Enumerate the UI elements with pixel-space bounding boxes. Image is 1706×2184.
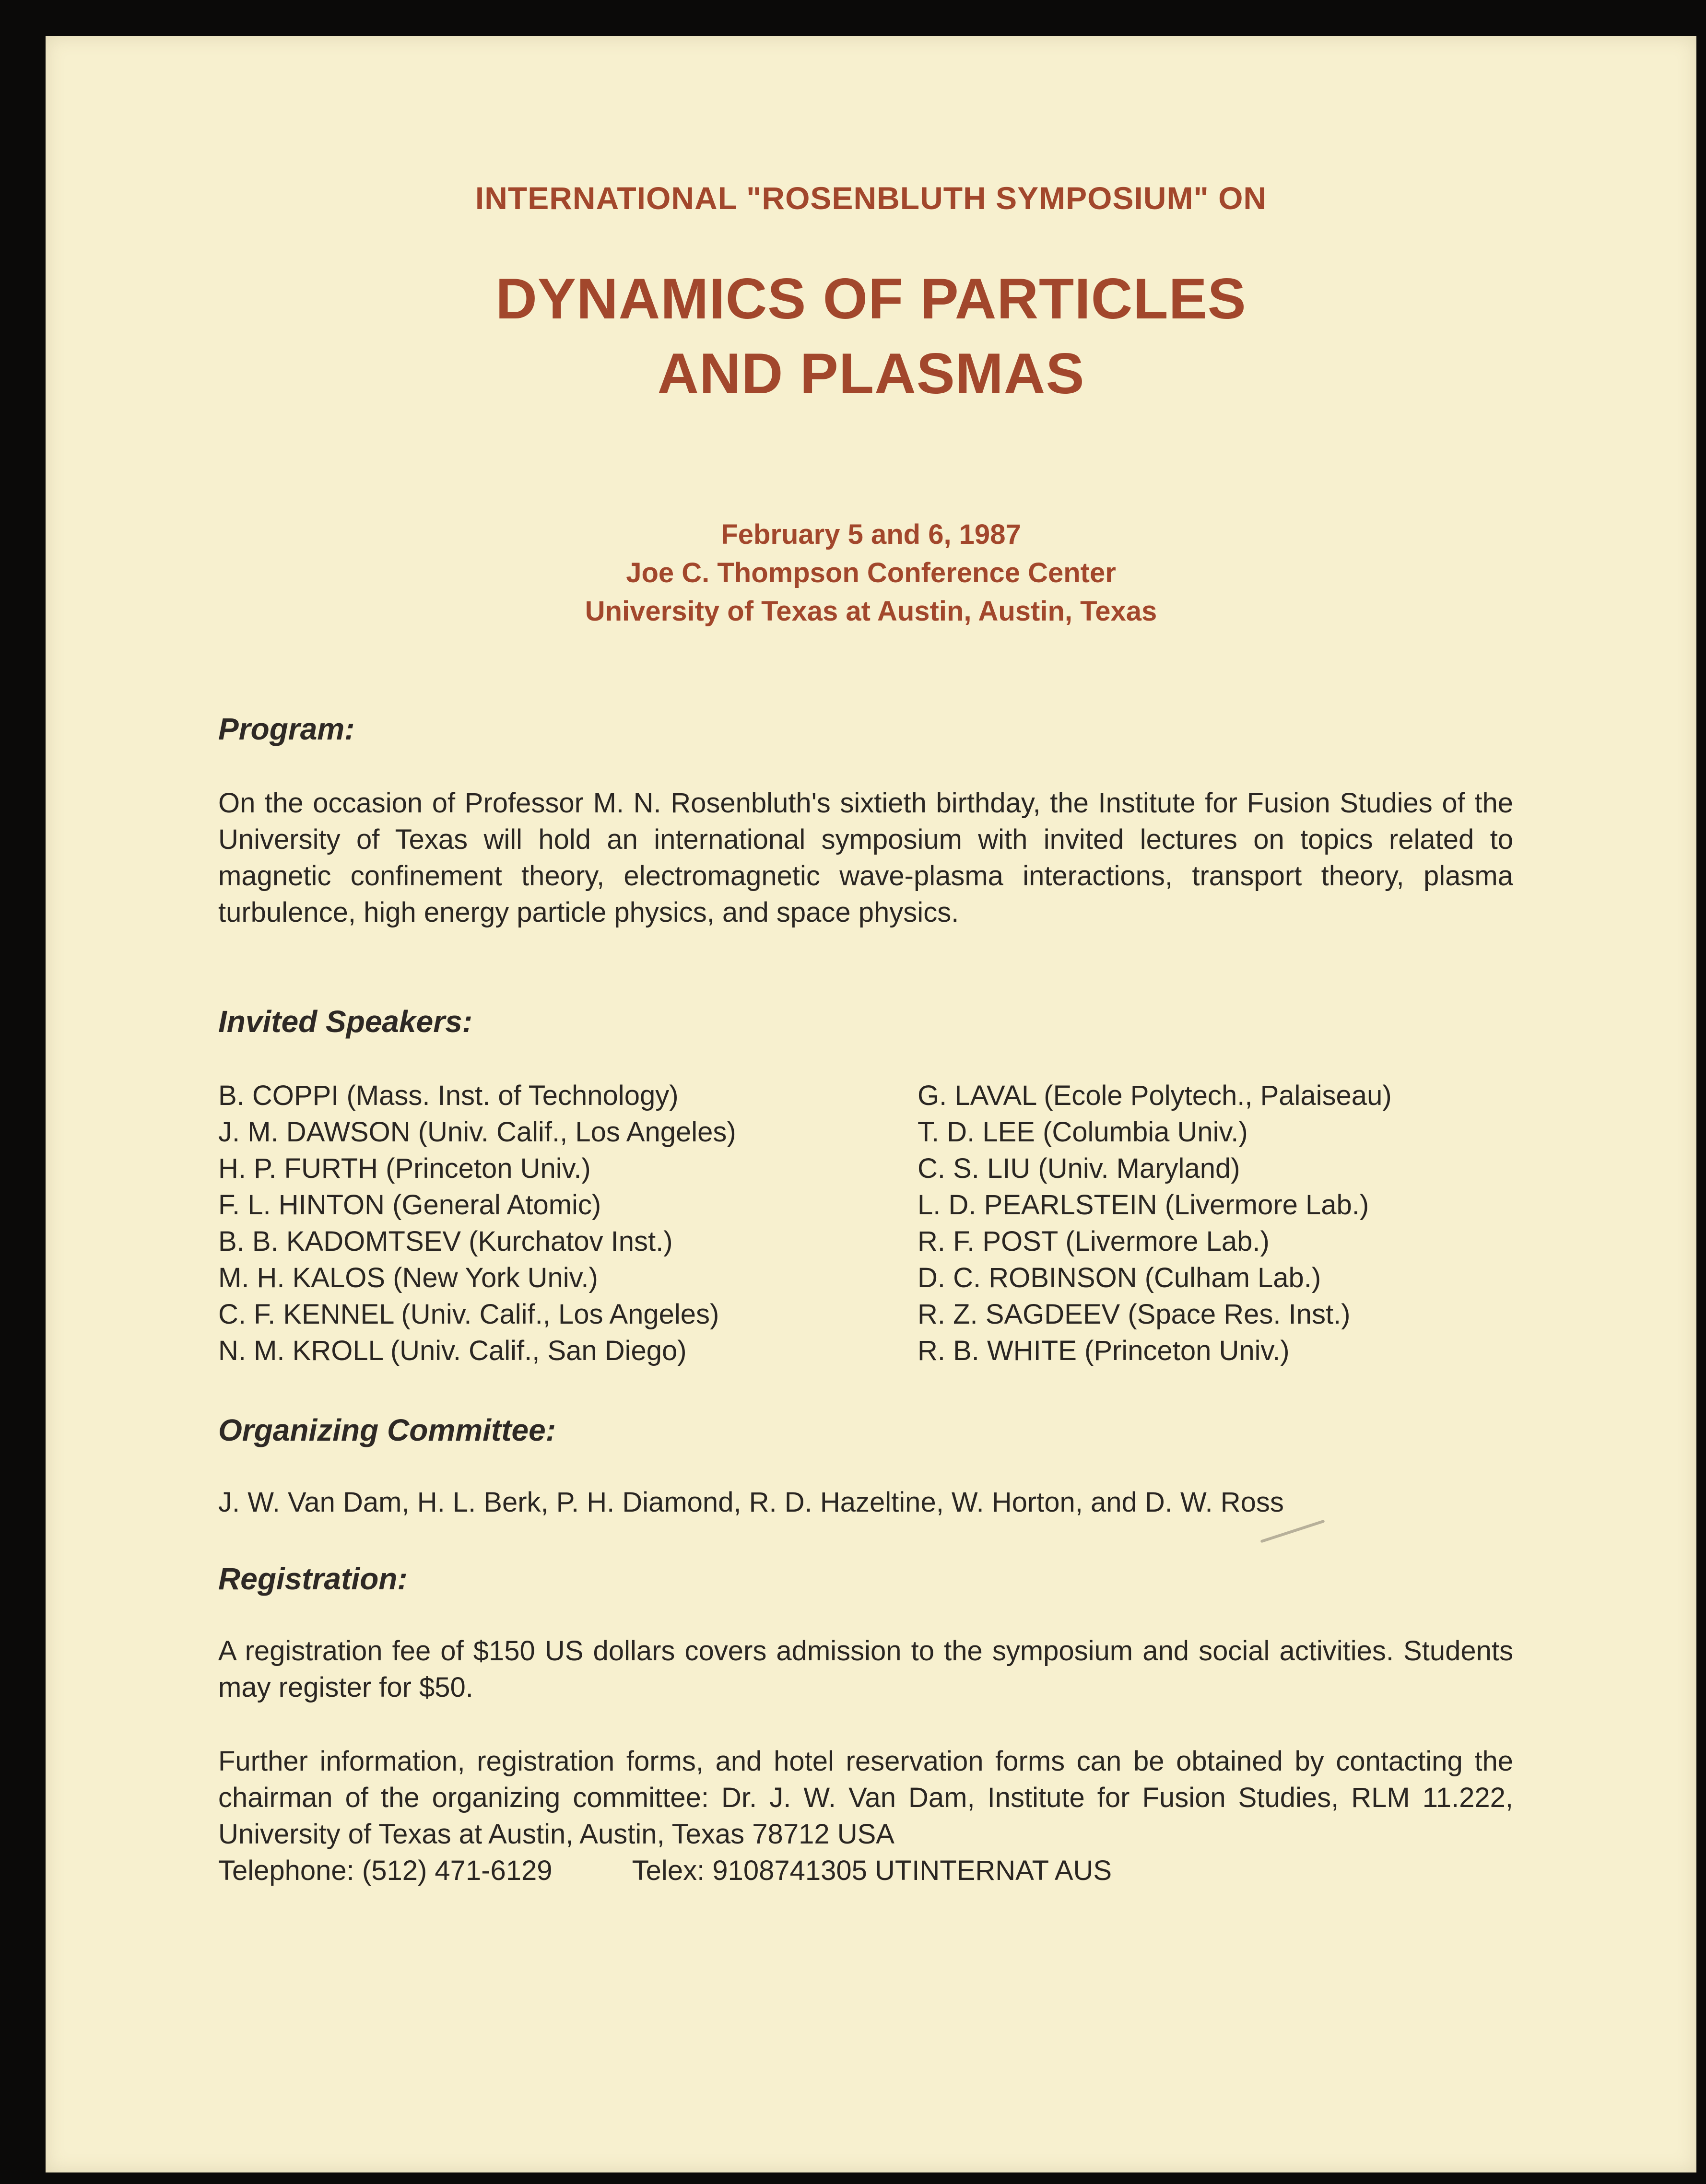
event-date: February 5 and 6, 1987 [721, 519, 1021, 550]
event-details [46, 516, 1696, 631]
document-page [46, 36, 1696, 2172]
committee-heading: Organizing Committee: [218, 1413, 556, 1447]
speaker-item: L. D. PEARLSTEIN (Livermore Lab.) [918, 1189, 1369, 1221]
speaker-item: T. D. LEE (Columbia Univ.) [918, 1116, 1248, 1148]
speaker-item: R. F. POST (Livermore Lab.) [918, 1226, 1270, 1257]
symposium-kicker: INTERNATIONAL "ROSENBLUTH SYMPOSIUM" ON [475, 180, 1267, 216]
telephone-number: Telephone: (512) 471-6129 [218, 1855, 553, 1886]
committee-text: J. W. Van Dam, H. L. Berk, P. H. Diamond, R. D. Hazeltine, W. Horton, and D. W. Ross [218, 1487, 1284, 1518]
program-heading: Program: [218, 712, 355, 746]
speaker-item: C. F. KENNEL (Univ. Calif., Los Angeles) [218, 1299, 719, 1330]
speaker-item: B. COPPI (Mass. Inst. of Technology) [218, 1080, 679, 1111]
speaker-item: J. M. DAWSON (Univ. Calif., Los Angeles) [218, 1116, 736, 1148]
speaker-item: N. M. KROLL (Univ. Calif., San Diego) [218, 1335, 687, 1366]
speaker-item: C. S. LIU (Univ. Maryland) [918, 1153, 1240, 1184]
event-venue: Joe C. Thompson Conference Center [626, 557, 1116, 588]
event-location: University of Texas at Austin, Austin, Texas [585, 596, 1157, 627]
telex-number: Telex: 9108741305 UTINTERNAT AUS [632, 1855, 1112, 1886]
title-line-1: DYNAMICS OF PARTICLES [495, 267, 1247, 331]
speaker-item: B. B. KADOMTSEV (Kurchatov Inst.) [218, 1226, 673, 1257]
speaker-item: H. P. FURTH (Princeton Univ.) [218, 1153, 591, 1184]
speakers-heading: Invited Speakers: [218, 1004, 472, 1039]
speaker-item: F. L. HINTON (General Atomic) [218, 1189, 601, 1221]
speaker-item: R. Z. SAGDEEV (Space Res. Inst.) [918, 1299, 1351, 1330]
program-text: On the occasion of Professor M. N. Rosenbluth's sixtieth birthday, the Institute for Fusion Studies of the University of Texas will hold an international symposium with invited lectures on topics related to magnetic confinement theory, electromagnetic wave-plasma interactions, transport theory, plasma turbulence, high energy particle physics, and space physics. [218, 787, 1513, 928]
registration-heading: Registration: [218, 1562, 408, 1596]
speaker-item: D. C. ROBINSON (Culham Lab.) [918, 1262, 1321, 1293]
document-title [46, 261, 1696, 411]
speaker-item: M. H. KALOS (New York Univ.) [218, 1262, 598, 1293]
speaker-item: G. LAVAL (Ecole Polytech., Palaiseau) [918, 1080, 1392, 1111]
registration-text: A registration fee of $150 US dollars covers admission to the symposium and social activities. Students may register for $50. [218, 1635, 1513, 1703]
speaker-item: R. B. WHITE (Princeton Univ.) [918, 1335, 1290, 1366]
pencil-mark [1260, 1520, 1325, 1543]
title-line-2: AND PLASMAS [657, 341, 1085, 406]
speakers-list-right [918, 1078, 1541, 1369]
further-information-text: Further information, registration forms, and hotel reservation forms can be obtained by contacting the chairman of the organizing committee: Dr. J. W. Van Dam, Institute for Fusion Studies, RLM 11.222, University of Texas at Austin, Austin, Texas 78712 USA [218, 1746, 1513, 1850]
speakers-list-left [218, 1078, 880, 1369]
contact-line [218, 1853, 1112, 1889]
